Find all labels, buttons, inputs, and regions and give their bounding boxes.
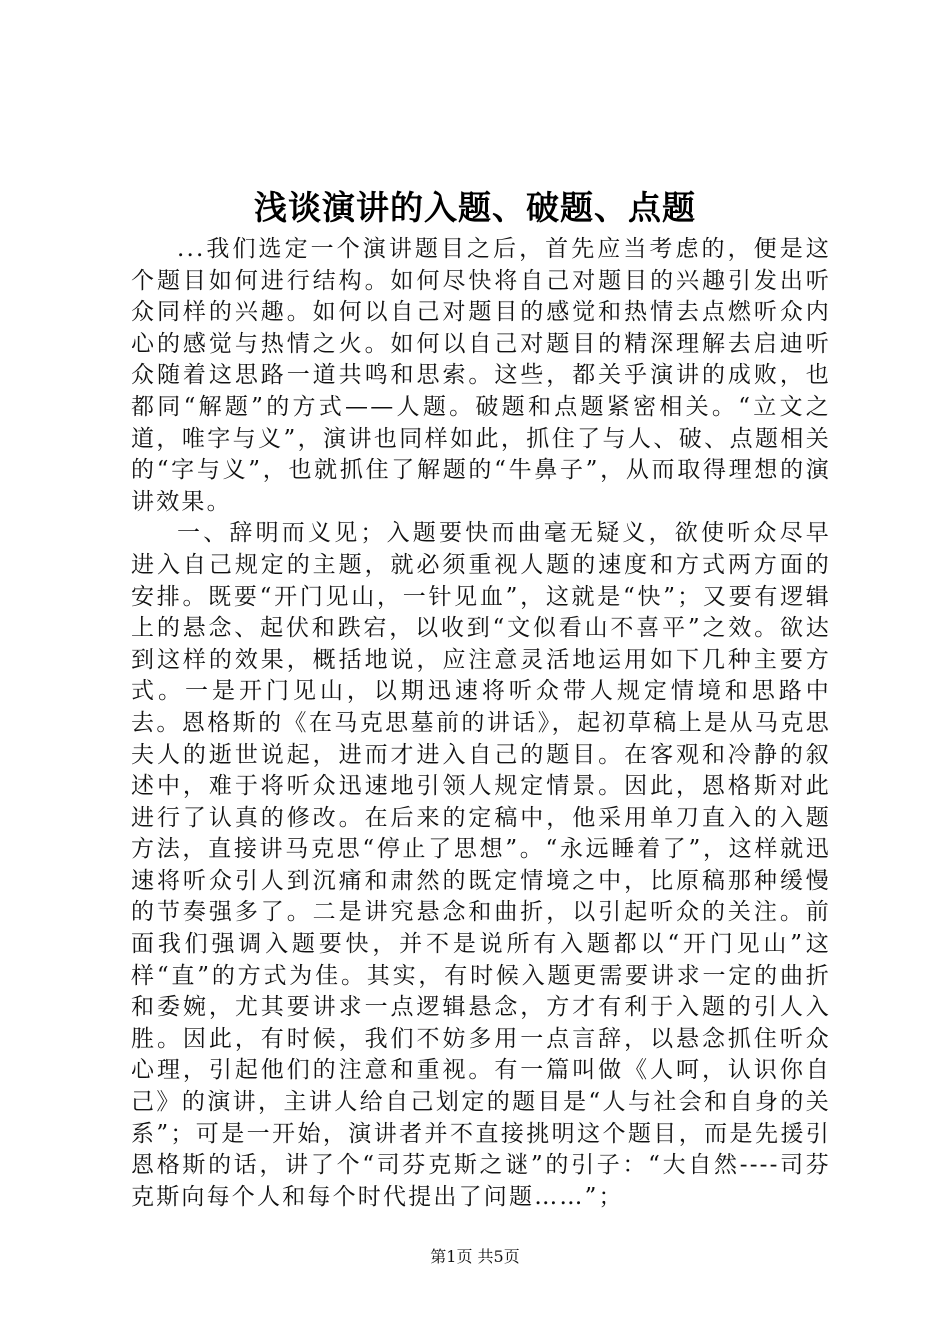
page-footer: 第1页 共5页 — [430, 1247, 520, 1266]
paragraph-section-1: 一、辞明而义见；入题要快而曲毫无疑义，欲使听众尽早进入自己规定的主题，就必须重视人题的速度和方式两方面的安排。既要“开门见山，一针见血”，这就是“快”；又要有逻辑上的悬念、起伏和跌宕，以收到“文似看山不喜平”之效。欲达到这样的效果，概括地说，应注意灵活地运用如下几种主要方式。一是开门见山，以期迅速将听众带人规定情境和思路中去。恩格斯的《在马克思墓前的讲话》，起初草稿上是从马克思夫人的逝世说起，进而才进入自己的题目。在客观和冷静的叙述中，难于将听众迅速地引领人规定情景。因此，恩格斯对此进行了认真的修改。在后来的定稿中，他采用单刀直入的入题方法，直接讲马克思“停止了思想”。“永远睡着了”，这样就迅速将听众引人到沉痛和肃然的既定情境之中，比原稿那种缓慢的节奏强多了。二是讲究悬念和曲折，以引起听众的关注。前面我们强调入题要快，并不是说所有入题都以“开门见山”这样“直”的方式为佳。其实，有时候入题更需要讲求一定的曲折和委婉，尤其要讲求一点逻辑悬念，方才有利于入题的引人入胜。因此，有时候，我们不妨多用一点言辞，以悬念抓住听众心理，引起他们的注意和重视。有一篇叫做《人呵，认识你自己》的演讲，主讲人给自己划定的题目是“人与社会和自身的关系”；可是一开始，演讲者并不直接挑明这个题目，而是先援引恩格斯的话，讲了个“司芬克斯之谜”的引子：“大自然----司芬克斯向每个人和每个时代提出了问题……”； — [131, 520, 831, 1210]
document-title: 浅谈演讲的入题、破题、点题 — [254, 188, 696, 227]
document-body — [131, 234, 831, 1213]
paragraph-intro: ...我们选定一个演讲题目之后，首先应当考虑的，便是这个题目如何进行结构。如何尽快将自己对题目的兴趣引发出听众同样的兴趣。如何以自己对题目的感觉和热情去点燃听众内心的感觉与热情之火。如何以自己对题目的精深理解去启迪听众随着这思路一道共鸣和思索。这些，都关乎演讲的成败，也都同“解题”的方式——人题。破题和点题紧密相关。“立文之道，唯字与义”，演讲也同样如此，抓住了与人、破、点题相关的“字与义”，也就抓住了解题的“牛鼻子”，从而取得理想的演讲效果。 — [131, 236, 831, 515]
